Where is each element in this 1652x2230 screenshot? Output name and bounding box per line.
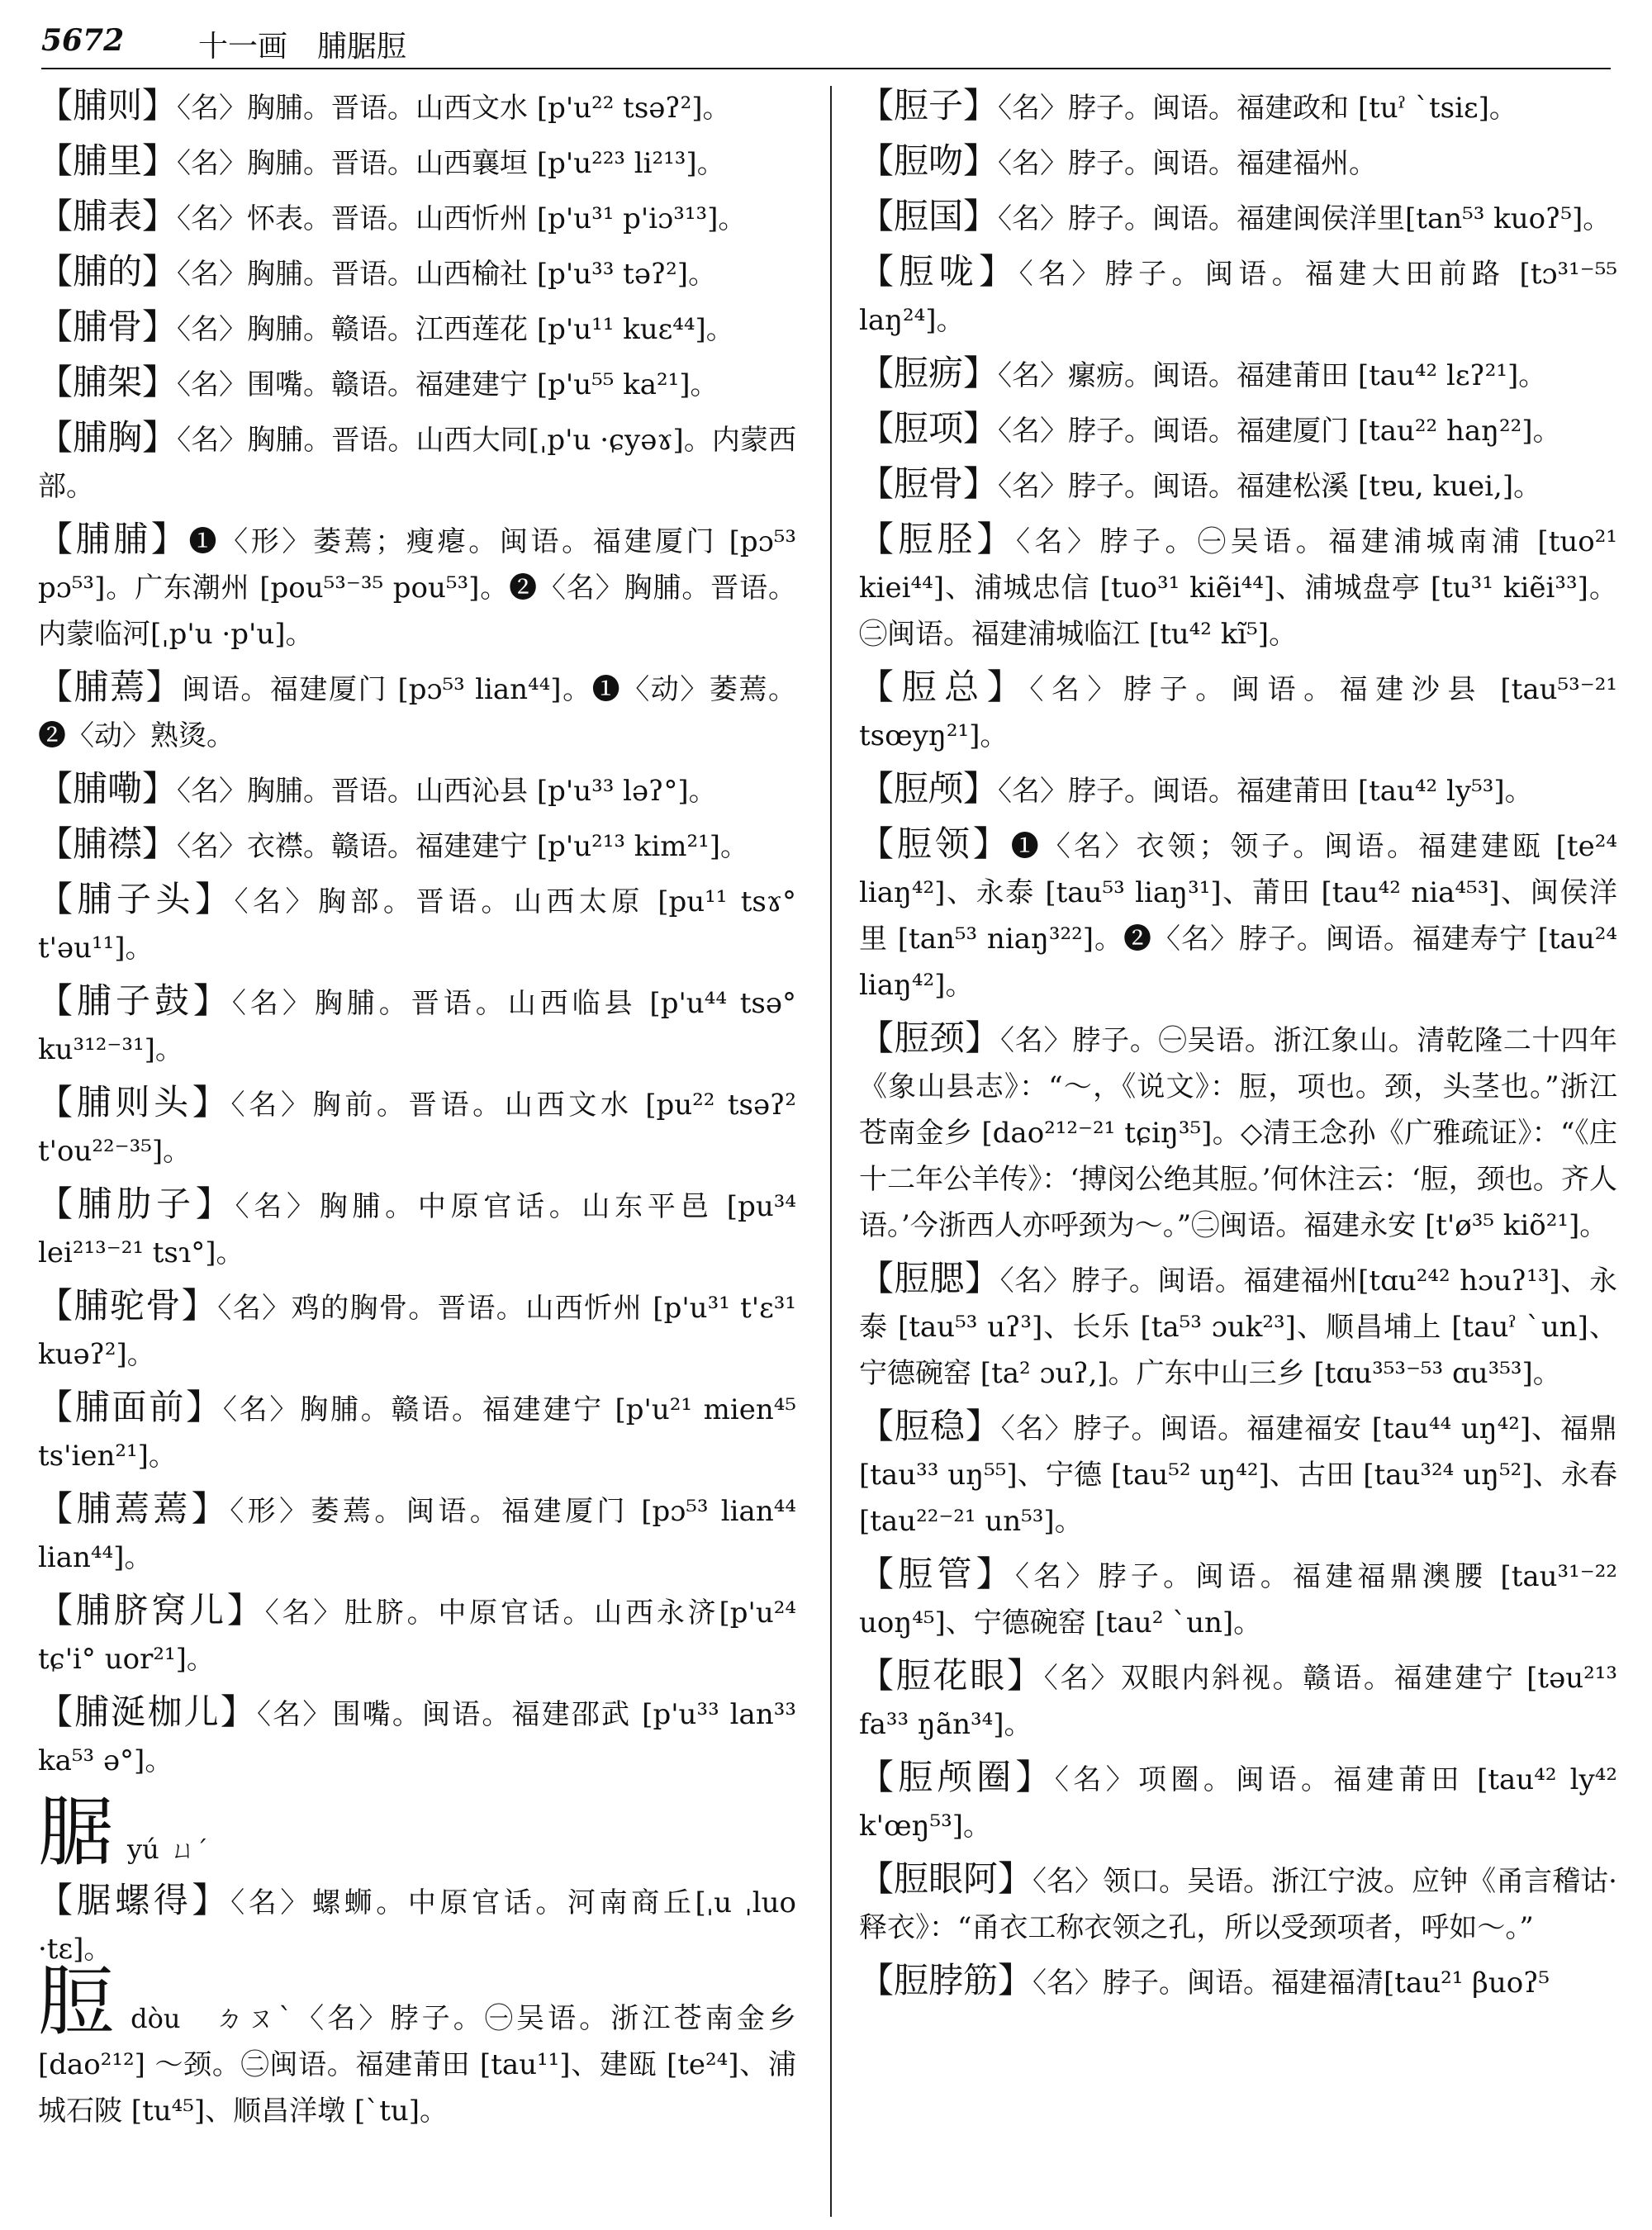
entry [859,350,1617,399]
head-character: 脰 [38,1957,118,2047]
entry [38,766,796,814]
headword: 【脰子】 [859,85,999,126]
definition: 〈名〉脖子。闽语。福建福州[tɑu²⁴² hɔuʔ¹³]、永泰 [tau⁵³ uʔ³]、长乐 [ta⁵³ ɔuk²³]、顺昌埔上 [tauˀ ˋun]、宁德碗窑 [ta² ɔuʔ,]。广东中山三乡 [tɑu³⁵³⁻⁵³ ɑu³⁵³]。 [859,1264,1617,1390]
entry [859,138,1617,187]
headword: 【脯子鼓】 [38,980,232,1021]
entry [859,193,1617,242]
entry [859,461,1617,510]
definition: 〈名〉胸脯。赣语。福建建宁 [p'u²¹ mien⁴⁵ ts'ien²¹]。 [38,1393,796,1473]
headword: 【脯面前】 [38,1387,223,1427]
headword: 【脰眼阿】 [859,1858,1033,1899]
definition: 〈名〉胸脯。晋语。山西榆社 [p'u³³ təʔ²]。 [177,258,717,291]
headword: 【脯涎枷儿】 [38,1691,258,1732]
character-heading-ju [38,1788,796,1877]
entry [859,1754,1617,1849]
entry [38,1877,796,1972]
entry [859,821,1617,1008]
definition: 〈名〉领口。吴语。浙江宁波。应钟《甬言稽诂·释衣》：“甬衣工称衣领之孔，所以受颈项者，呼如～。” [859,1865,1617,1944]
entry [38,359,796,408]
definition: 〈形〉萎蔫。闽语。福建厦门 [pɔ⁵³ lian⁴⁴ lian⁴⁴]。 [38,1495,796,1574]
definition: 〈名〉胸前。晋语。山西文水 [pu²² tsəʔ² t'ou²²⁻³⁵]。 [38,1089,796,1168]
entry [38,1079,796,1174]
zhuyin: ㄩˊ [170,1836,208,1865]
definition: 〈名〉围嘴。赣语。福建建宁 [p'u⁵⁵ ka²¹]。 [177,368,719,401]
definition: 〈名〉双眼内斜视。赣语。福建建宁 [təu²¹³ fa³³ ŋãn³⁴]。 [859,1662,1617,1741]
definition: 〈名〉胸脯。晋语。山西沁县 [p'u³³ ləʔ°]。 [177,775,717,808]
definition: 〈名〉胸脯。中原官话。山东平邑 [pu³⁴ lei²¹³⁻²¹ tsɿ°]。 [38,1190,796,1269]
definition: 〈名〉脖子。闽语。福建福安 [tau⁴⁴ uŋ⁴²]、福鼎 [tau³³ uŋ⁵⁵]、宁德 [tau⁵² uŋ⁴²]、古田 [tau³²⁴ uŋ⁵²]、永春 [tau²²⁻²¹ un⁵³]。 [859,1412,1617,1538]
headword: 【脰咙】 [859,251,1019,292]
headword: 【脰管】 [859,1554,1015,1594]
entry [38,1283,796,1378]
definition: 〈名〉脖子。闽语。福建政和 [tuˀ ˋtsiɛ]。 [998,92,1517,125]
entry [859,664,1617,759]
definition: 〈名〉瘰疬。闽语。福建莆田 [tau⁴² lɛʔ²¹]。 [998,359,1547,392]
definition: 〈名〉脖子。闽语。福建厦门 [tau²² haŋ²²]。 [998,415,1561,448]
headword: 【腒螺得】 [38,1880,231,1921]
entry [38,83,796,131]
headword: 【脯蔫】 [38,667,183,707]
definition: ❶〈名〉衣领；领子。闽语。福建建瓯 [te²⁴ liaŋ⁴²]、永泰 [tau⁵³ liaŋ³¹]、莆田 [tau⁴² nia⁴⁵³]、闽侯洋里 [tan⁵³ niaŋ³²²]。❷〈名〉脖子。闽语。福建寿宁 [tau²⁴ liaŋ⁴²]。 [859,830,1617,1002]
headword: 【脰颈】 [859,1018,1001,1058]
entry [859,1957,1617,2006]
definition: 〈名〉脖子。闽语。福建福清[tau²¹ βuoʔ⁵ [1032,1967,1550,2000]
headword: 【脰吻】 [859,140,999,181]
headword: 【脯表】 [38,196,178,236]
headword: 【脯肋子】 [38,1184,235,1224]
headword: 【脯脯】 [38,519,189,559]
headword: 【脰脖筋】 [859,1960,1033,2000]
headword: 【脯骨】 [38,306,178,347]
definition: 〈名〉脖子。闽语。福建福州。 [998,147,1378,180]
definition: 闽语。福建厦门 [pɔ⁵³ lian⁴⁴]。❶〈动〉萎蔫。❷〈动〉熟烫。 [38,673,796,752]
entry [38,304,796,353]
definition: 〈名〉胸脯。晋语。山西大同[ˌp'u ·ɕyəɤ]。内蒙西部。 [38,424,796,503]
entry [859,1653,1617,1748]
headword: 【脯的】 [38,251,178,292]
headword: 【脯脐窝儿】 [38,1590,265,1630]
entry [38,249,796,297]
headword: 【脰颅】 [859,768,999,809]
definition: 〈名〉脖子。㊀吴语。福建浦城南浦 [tuo²¹ kiei⁴⁴]、浦城忠信 [tuo³¹ kiẽi⁴⁴]、浦城盘亭 [tu³¹ kiẽi³³]。㊁闽语。福建浦城临江 [tu⁴² kĩ⁵]。 [859,525,1617,651]
entry [859,1015,1617,1249]
headword: 【脰胫】 [859,519,1017,559]
definition: 〈名〉肚脐。中原官话。山西永济[p'u²⁴ tɕ'i° uor²¹]。 [38,1597,796,1676]
headword: 【脯则】 [38,85,178,126]
definition: 〈名〉项圈。闽语。福建莆田 [tau⁴² ly⁴² k'œŋ⁵³]。 [859,1763,1617,1843]
headword: 【脰国】 [859,196,999,236]
headword: 【脯嘞】 [38,768,178,809]
headword: 【脯驼骨】 [38,1285,218,1326]
headword: 【脰花眼】 [859,1655,1044,1696]
headword: 【脯架】 [38,362,178,402]
definition: 〈名〉脖子。闽语。福建大田前路 [tɔ³¹⁻⁵⁵ laŋ²⁴]。 [859,258,1617,337]
definition: 〈名〉脖子。闽语。福建福鼎澳腰 [tau³¹⁻²² uoŋ⁴⁵]、宁德碗窑 [tau² ˋun]。 [859,1560,1617,1639]
pinyin: yú [127,1834,159,1865]
left-column [38,83,796,2141]
entry [859,406,1617,454]
entry [38,978,796,1073]
headword: 【脰颅圈】 [859,1757,1055,1797]
headword: 【脯里】 [38,140,178,181]
definition: ❶〈形〉萎蔫；瘦瘪。闽语。福建厦门 [pɔ⁵³ pɔ⁵³]。广东潮州 [pou⁵³⁻³⁵ pou⁵³]。❷〈名〉胸脯。晋语。内蒙临河[ˌp'u ·p'u]。 [38,525,796,651]
entry [859,1255,1617,1397]
entry [38,193,796,242]
definition: 〈名〉胸脯。晋语。山西文水 [p'u²² tsəʔ²]。 [177,92,731,125]
definition: 〈名〉脖子。闽语。福建松溪 [tɐu, kuei,]。 [998,470,1542,503]
headword: 【脰腮】 [859,1258,1000,1298]
entry [38,138,796,187]
entry [38,1689,796,1784]
entry [38,415,796,510]
entry [38,1384,796,1479]
headword: 【脯胸】 [38,417,178,458]
section-title: 十一画 脯腒脰 [198,30,407,64]
definition: 〈名〉胸脯。晋语。山西临县 [p'u⁴⁴ tsə° ku³¹²⁻³¹]。 [38,987,796,1066]
definition: 〈名〉螺蛳。中原官话。河南商丘[ˌu ˌluo ·tɛ]。 [38,1886,796,1967]
entry [38,1486,796,1581]
definition: 〈名〉脖子。㊀吴语。浙江象山。清乾隆二十四年《象山县志》：“～，《说文》：脰，项也。颈，头茎也。”浙江苍南金乡 [dao²¹²⁻²¹ tɕiŋ³⁵]。◇清王念孙《广雅疏证》：“《庄十二年公羊传》：‘搏闵公绝其脰。’何休注云：‘脰，颈也。齐人语。’今浙西人亦呼颈为～。”㊁闽语。福建永安 [t'ø³⁵ kiõ²¹]。 [859,1024,1617,1242]
definition: 〈名〉胸部。晋语。山西太原 [pu¹¹ tsɤ° t'əu¹¹]。 [38,885,796,965]
headword: 【脰疬】 [859,353,999,393]
headword: 【脰项】 [859,408,999,448]
definition: 〈名〉鸡的胸骨。晋语。山西忻州 [p'u³¹ t'ɛ³¹ kuəʔ²]。 [38,1292,796,1371]
definition: 〈名〉脖子。闽语。福建莆田 [tau⁴² ly⁵³]。 [998,775,1533,808]
entry [859,516,1617,657]
head-character: 腒 [38,1788,115,1877]
entry [38,876,796,971]
entry [859,766,1617,814]
headword: 【脰骨】 [859,463,999,504]
entry [38,1587,796,1682]
column-divider [830,86,832,2217]
entry [859,1856,1617,1951]
entry [38,516,796,657]
entry [859,249,1617,344]
definition: 〈名〉围嘴。闽语。福建邵武 [p'u³³ lan³³ ka⁵³ ə°]。 [38,1698,796,1777]
entry [859,1403,1617,1544]
definition: ㄉㄡˋ〈名〉脖子。㊀吴语。浙江苍南金乡 [dao²¹²] ～颈。㊁闽语。福建莆田 [tau¹¹]、建瓯 [te²⁴]、浦城石陂 [tu⁴⁵]、顺昌洋墩 [ˋtu]。 [38,2002,796,2128]
entry [38,1181,796,1276]
headword: 【脰稳】 [859,1406,1001,1446]
definition: 〈名〉胸脯。晋语。山西襄垣 [p'u²²³ li²¹³]。 [177,147,725,180]
page-number: 5672 [41,23,125,58]
header-rule [41,68,1611,69]
entry [859,1551,1617,1646]
pinyin: dòu [131,2003,181,2035]
headword: 【脯襟】 [38,823,178,864]
definition: 〈名〉脖子。闽语。福建沙县 [tau⁵³⁻²¹ tsœyŋ²¹]。 [859,673,1617,752]
character-entry-dou [38,1957,796,2134]
entry [38,821,796,870]
headword: 【脯蔫蔫】 [38,1488,230,1529]
definition: 〈名〉衣襟。赣语。福建建宁 [p'u²¹³ kim²¹]。 [177,830,749,863]
definition: 〈名〉怀表。晋语。山西忻州 [p'u³¹ p'iɔ³¹³]。 [177,202,747,235]
entry [859,83,1617,131]
definition: 〈名〉脖子。闽语。福建闽侯洋里[tan⁵³ kuoʔ⁵]。 [998,202,1612,235]
entry [38,664,796,759]
headword: 【脯则头】 [38,1082,231,1122]
headword: 【脰总】 [859,667,1030,707]
headword: 【脰领】 [859,823,1011,864]
page-header [41,18,1611,64]
definition: 〈名〉胸脯。赣语。江西莲花 [p'u¹¹ kuɛ⁴⁴]。 [177,313,734,346]
right-column [859,83,1617,2013]
headword: 【脯子头】 [38,879,235,919]
